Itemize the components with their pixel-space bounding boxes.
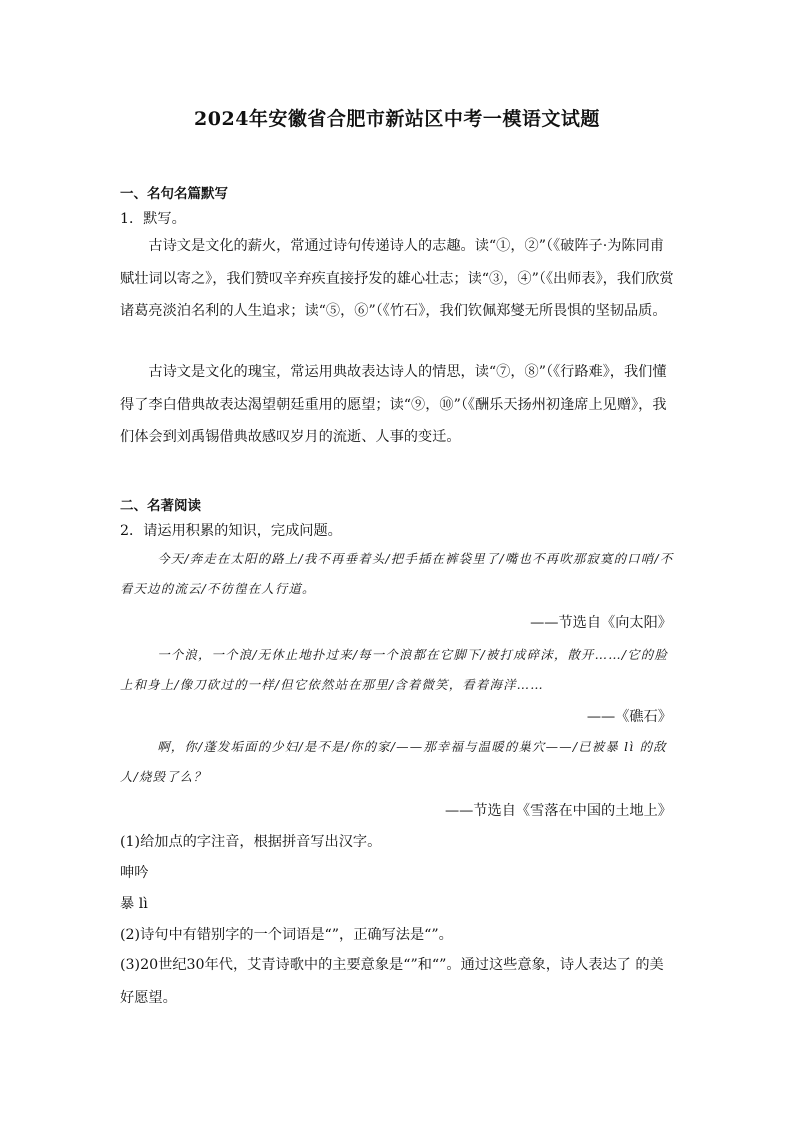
sub-question-1: (1)给加点的字注音，根据拼音写出汉字。 (120, 834, 382, 850)
sub-question-1-word-2: 暴 lì (120, 896, 148, 912)
poem-source-reef: ——《礁石》 (586, 709, 672, 725)
question-1-paragraph-2: 古诗文是文化的瑰宝，常运用典故表达诗人的情思，读“⑦，⑧”（《行路难》，我们懂得了李白借典故表达渴望朝廷重用的愿望；读“⑨，⑩”（《酬乐天扬州初逢席上见赠》，我们体会到刘禹锡借典故感叹岁月的流逝、人事的变迁。 (120, 364, 667, 445)
sub-question-2: (2)诗句中有错别字的一个词语是“”，正确写法是“”。 (120, 927, 453, 943)
question-1-paragraph-1: 古诗文是文化的薪火，常通过诗句传递诗人的志趣。读“①，②”（《破阵子·为陈同甫赋壮词以寄之》，我们赞叹辛弃疾直接抒发的雄心壮志；读“③，④”（《出师表》，我们欣赏诸葛亮淡泊名利的人生追求；读“⑤，⑥”（《竹石》，我们钦佩郑燮无所畏惧的坚韧品质。 (120, 238, 674, 319)
sub-question-3: (3)20世纪30年代，艾青诗歌中的主要意象是“”和“”。通过这些意象，诗人表达了 的美好愿望。 (120, 957, 664, 1006)
question-2-label: 2．请运用积累的知识，完成问题。 (120, 523, 342, 539)
poem-source-to-the-sun: ——节选自《向太阳》 (530, 615, 672, 631)
section-heading-dictation: 一、名句名篇默写 (120, 186, 228, 202)
poem-source-snow: ——节选自《雪落在中国的土地上》 (444, 803, 672, 819)
poem-excerpt-reef: 一个浪，一个浪/无休止地扑过来/每一个浪都在它脚下/被打成碎沫，散开……/它的脸上和身上/像刀砍过的一样/但它依然站在那里/含着微笑，看着海洋…… (120, 647, 668, 692)
poem-excerpt-to-the-sun: 今天/奔走在太阳的路上/我不再垂着头/把手插在裤袋里了/嘴也不再吹那寂寞的口哨/不看天边的流云/不彷徨在人行道。 (120, 551, 674, 596)
sub-question-1-word-1: 呻吟 (120, 865, 149, 881)
page-title: 2024年安徽省合肥市新站区中考一模语文试题 (194, 108, 600, 130)
poem-excerpt-snow: 啊，你/蓬发垢面的少妇/是不是/你的家/——那幸福与温暖的巢穴——/已被暴 lì 的敌人/烧毁了么？ (120, 739, 667, 784)
section-heading-classic-reading: 二、名著阅读 (120, 498, 201, 514)
question-1-label: 1．默写。 (120, 211, 186, 227)
